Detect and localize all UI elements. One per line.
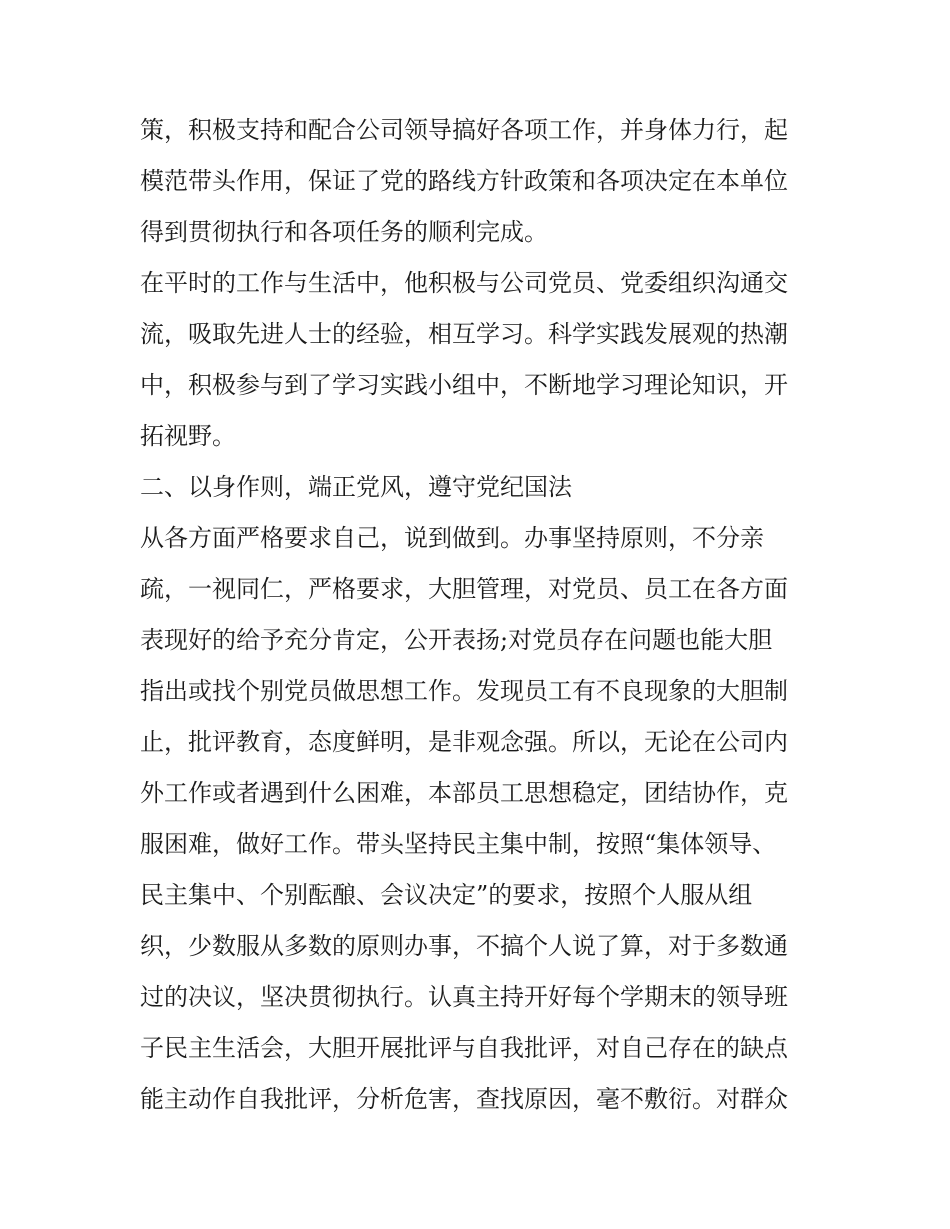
text-line: 表现好的给予充分肯定，公开表扬;对党员存在问题也能大胆 xyxy=(140,626,773,654)
text-line: 能主动作自我批评，分析危害，查找原因，毫不敷衍。对群众 xyxy=(140,1085,788,1113)
text-line: 织，少数服从多数的原则办事，不搞个人说了算，对于多数通 xyxy=(140,932,788,960)
text-line: 从各方面严格要求自己，说到做到。办事坚持原则，不分亲 xyxy=(140,524,764,552)
text-line: 子民主生活会，大胆开展批评与自我批评，对自己存在的缺点 xyxy=(140,1034,788,1062)
text-line: 指出或找个别党员做思想工作。发现员工有不良现象的大胆制 xyxy=(140,677,788,705)
text-line: 在平时的工作与生活中，他积极与公司党员、党委组织沟通交 xyxy=(140,269,788,297)
section-heading: 二、以身作则，端正党风，遵守党纪国法 xyxy=(140,473,572,501)
text-line: 疏，一视同仁，严格要求，大胆管理，对党员、员工在各方面 xyxy=(140,575,788,603)
text-line: 外工作或者遇到什么困难，本部员工思想稳定，团结协作，克 xyxy=(140,779,788,807)
text-line: 得到贯彻执行和各项任务的顺利完成。 xyxy=(140,218,548,246)
text-line: 流，吸取先进人士的经验，相互学习。科学实践发展观的热潮 xyxy=(140,320,788,348)
text-line: 拓视野。 xyxy=(140,422,236,450)
text-line: 过的决议，坚决贯彻执行。认真主持开好每个学期末的领导班 xyxy=(140,983,788,1011)
text-line: 策，积极支持和配合公司领导搞好各项工作，并身体力行，起 xyxy=(140,116,788,144)
text-line: 中，积极参与到了学习实践小组中，不断地学习理论知识，开 xyxy=(140,371,788,399)
text-line: 民主集中、个别酝酿、会议决定”的要求，按照个人服从组 xyxy=(140,881,753,909)
text-line: 模范带头作用，保证了党的路线方针政策和各项决定在本单位 xyxy=(140,167,788,195)
text-line: 服困难，做好工作。带头坚持民主集中制，按照“集体领导、 xyxy=(140,830,777,858)
text-line: 止，批评教育，态度鲜明，是非观念强。所以，无论在公司内 xyxy=(140,728,788,756)
document-body xyxy=(140,105,830,1125)
